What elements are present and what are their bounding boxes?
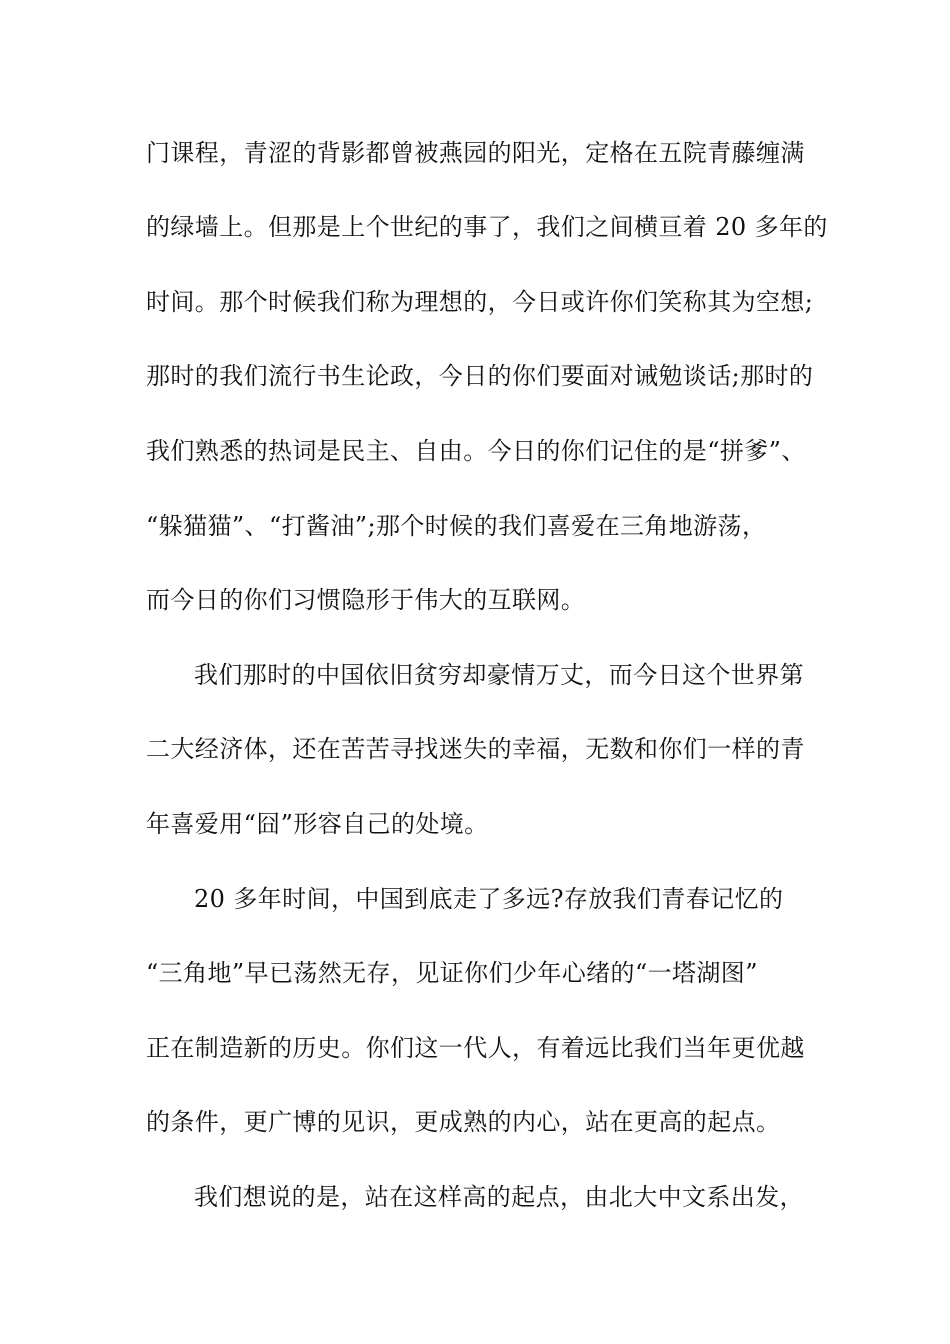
paragraph-line: 我们熟悉的热词是民主、自由。今日的你们记住的是“拼爹”、 (146, 437, 806, 465)
paragraph-line: 的条件，更广博的见识，更成熟的内心，站在更高的起点。 (146, 1108, 781, 1136)
paragraph-line: 正在制造新的历史。你们这一代人，有着远比我们当年更优越 (146, 1034, 805, 1062)
paragraph-first-line: 我们那时的中国依旧贫穷却豪情万丈，而今日这个世界第 (194, 661, 804, 689)
paragraph-line: 时间。那个时候我们称为理想的，今日或许你们笑称其为空想; (146, 288, 814, 316)
paragraph-line: 那时的我们流行书生论政，今日的你们要面对诫勉谈话;那时的 (146, 362, 814, 390)
paragraph-first-line: 我们想说的是，站在这样高的起点，由北大中文系出发， (194, 1183, 804, 1211)
paragraph-line: 而今日的你们习惯隐形于伟大的互联网。 (146, 586, 586, 614)
paragraph-first-line: 20 多年时间，中国到底走了多远?存放我们青春记忆的 (194, 885, 784, 913)
paragraph-line: 二大经济体，还在苦苦寻找迷失的幸福，无数和你们一样的青 (146, 735, 805, 763)
paragraph-line: 的绿墙上。但那是上个世纪的事了，我们之间横亘着 20 多年的 (146, 213, 828, 241)
paragraph-line: 年喜爱用“囧”形容自己的处境。 (146, 810, 489, 838)
paragraph-line: 门课程，青涩的背影都曾被燕园的阳光，定格在五院青藤缠满 (146, 139, 805, 167)
paragraph-line: “三角地”早已荡然无存，见证你们少年心绪的“一塔湖图” (146, 959, 758, 987)
paragraph-line: “躲猫猫”、“打酱油”;那个时候的我们喜爱在三角地游荡， (146, 512, 767, 540)
